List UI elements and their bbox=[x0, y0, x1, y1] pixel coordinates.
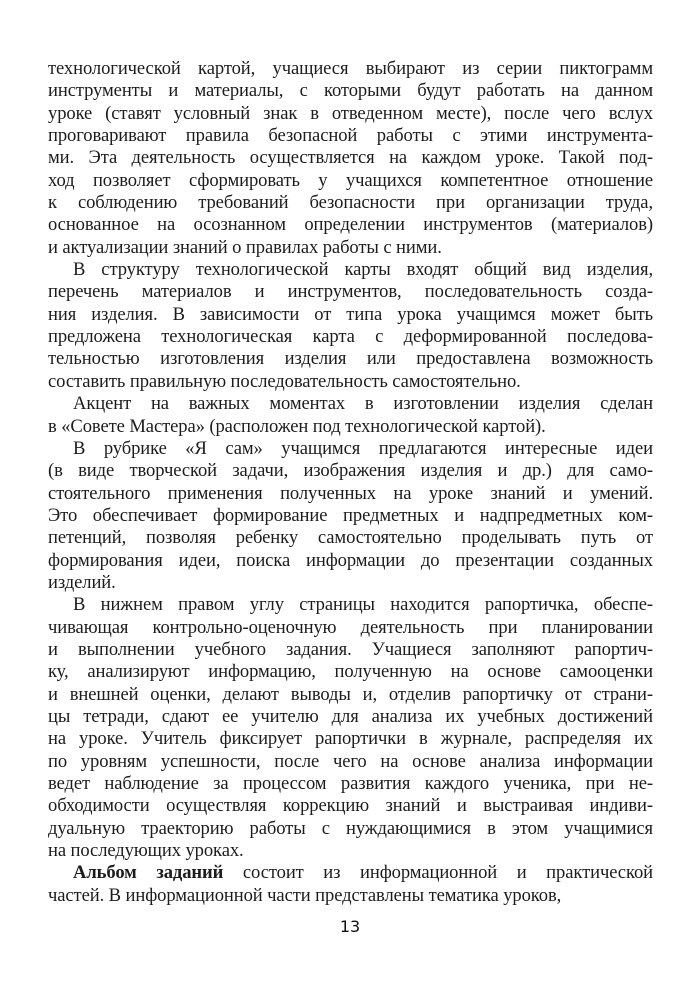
text-line: и актуализации знаний о правилах работы с ними. bbox=[48, 236, 442, 258]
text-line: (в виде творческой задачи, изображения изделия и др.) для само- bbox=[48, 460, 653, 482]
text-line: стоятельного применения полученных на уроке знаний и умений. bbox=[48, 482, 653, 504]
text-line: В рубрике «Я сам» учащимся предлагаются интересные идеи bbox=[73, 437, 653, 459]
text-line: чивающая контрольно-оценочную деятельность при планировании bbox=[48, 616, 653, 638]
text-line: тельностью изготовления изделия или предоставлена возможность bbox=[48, 348, 653, 370]
text-line: на последующих уроках. bbox=[48, 840, 244, 862]
text-line: на уроке. Учитель фиксирует рапортички в журнале, распределяя их bbox=[48, 728, 653, 750]
text-line: Альбом заданий состоит из информационной и практической bbox=[73, 862, 653, 884]
paragraph bbox=[48, 862, 653, 907]
text-line: по уровням успешности, после чего на основе анализа информации bbox=[48, 750, 653, 772]
text-line: к соблюдению требований безопасности при организации труда, bbox=[48, 192, 653, 214]
paragraph bbox=[48, 393, 653, 438]
text-line: Это обеспечивает формирование предметных и надпредметных ком- bbox=[48, 504, 653, 526]
text-line: и выполнении учебного задания. Учащиеся заполняют рапортич- bbox=[48, 638, 653, 660]
text-line: обходимости осуществляя коррекцию знаний и выстраивая индиви- bbox=[48, 795, 653, 817]
text-line: дуальную траекторию работы с нуждающимися в этом учащимися bbox=[48, 817, 653, 839]
text-line: инструменты и материалы, с которыми будут работать на данном bbox=[48, 80, 653, 102]
text-line: петенций, позволяя ребенку самостоятельно проделывать путь от bbox=[48, 527, 653, 549]
text-line: ку, анализируют информацию, полученную на основе самооценки bbox=[48, 661, 653, 683]
text-line: и внешней оценки, делают выводы и, отделив рапортичку от страни- bbox=[48, 683, 653, 705]
paragraph bbox=[48, 594, 653, 862]
text-line: уроке (ставят условный знак в отведенном месте), после чего вслух bbox=[48, 102, 653, 124]
text-line: формирования идеи, поиска информации до презентации созданных bbox=[48, 549, 653, 571]
text-line: ход позволяет сформировать у учащихся компетентное отношение bbox=[48, 169, 653, 191]
text-line: предложена технологическая карта с деформированной последова- bbox=[48, 326, 653, 348]
text-line: частей. В информационной части представлены тематика уроков, bbox=[48, 884, 562, 906]
text-line: В нижнем правом углу страницы находится рапортичка, обеспе- bbox=[73, 594, 653, 616]
text-line: изделий. bbox=[48, 571, 116, 593]
text-line: перечень материалов и инструментов, последовательность созда- bbox=[48, 281, 653, 303]
text-line: основанное на осознанном определении инструментов (материалов) bbox=[48, 214, 653, 236]
paragraph bbox=[48, 438, 653, 594]
text-line: ми. Эта деятельность осуществляется на каждом уроке. Такой под- bbox=[48, 147, 653, 169]
text-line: в «Совете Мастера» (расположен под технологической картой). bbox=[48, 415, 546, 437]
bold-lead: Альбом заданий bbox=[73, 862, 224, 884]
paragraph bbox=[48, 259, 653, 393]
body-text bbox=[48, 58, 653, 907]
text-line: ния изделия. В зависимости от типа урока учащимся может быть bbox=[48, 303, 653, 325]
text-line: технологической картой, учащиеся выбирают из серии пиктограмм bbox=[48, 58, 653, 79]
text-line: ведет наблюдение за процессом развития каждого ученика, при не- bbox=[48, 773, 653, 794]
text-line: составить правильную последовательность самостоятельно. bbox=[48, 370, 521, 392]
text-line: цы тетради, сдают ее учителю для анализа их учебных достижений bbox=[48, 705, 653, 727]
text-line: проговаривают правила безопасной работы с этими инструмента- bbox=[48, 125, 653, 147]
text-line: Акцент на важных моментах в изготовлении изделия сделан bbox=[73, 393, 653, 415]
page-number: 13 bbox=[339, 917, 361, 936]
paragraph bbox=[48, 58, 653, 259]
text-line: В структуру технологической карты входят общий вид изделия, bbox=[73, 259, 653, 281]
